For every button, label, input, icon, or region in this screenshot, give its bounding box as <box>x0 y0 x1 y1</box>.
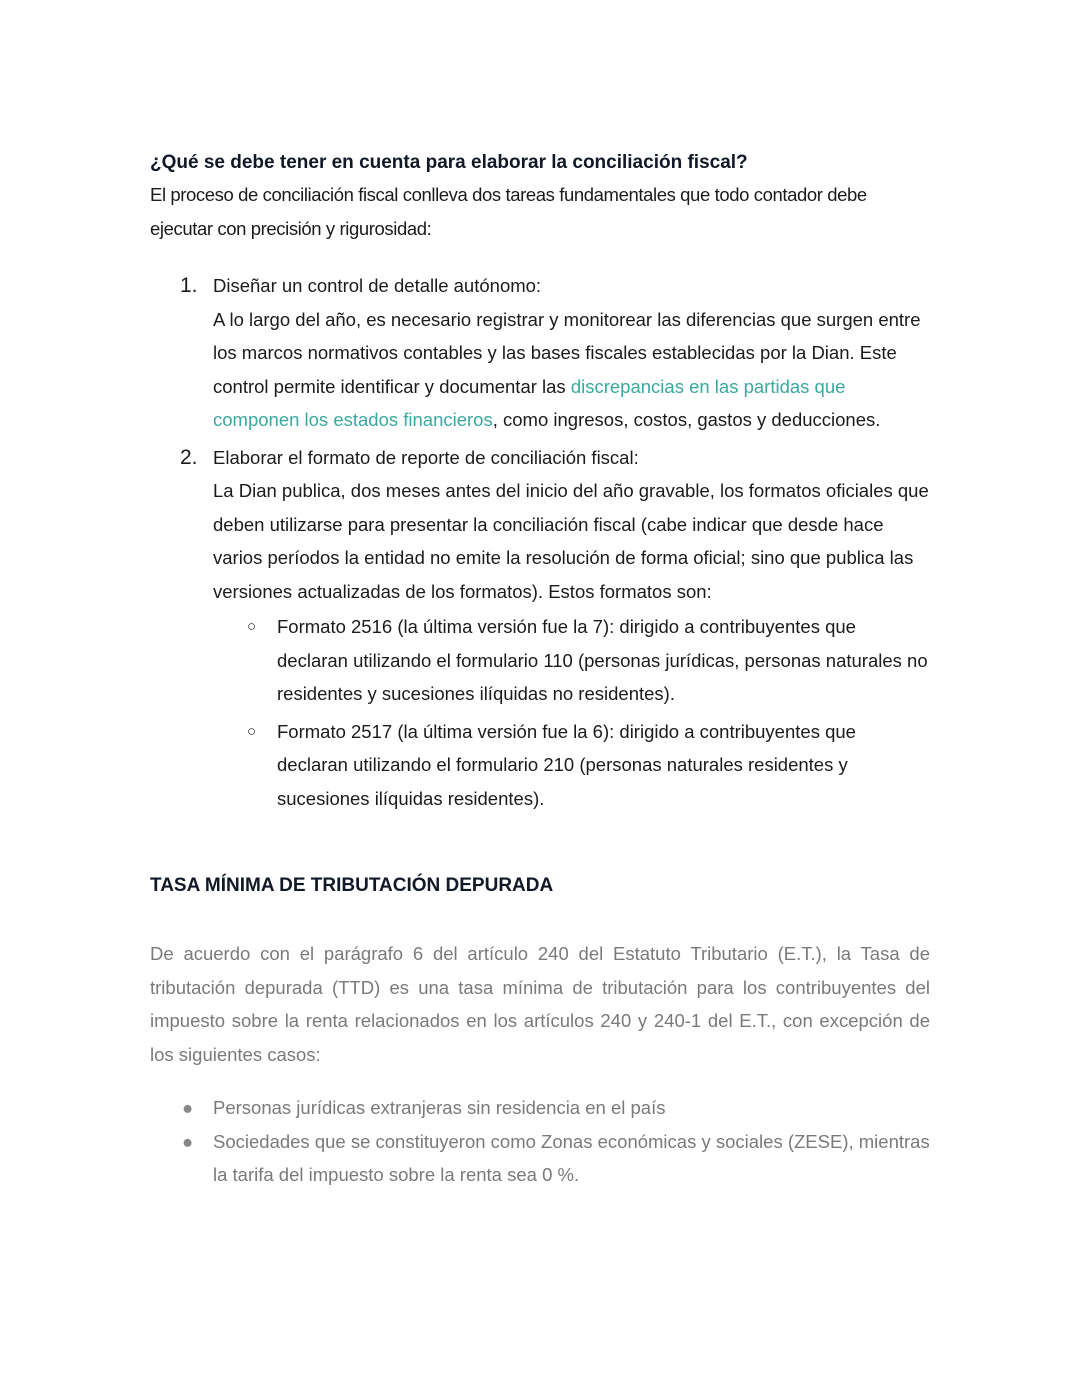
ttd-paragraph: De acuerdo con el parágrafo 6 del artículo 240 del Estatuto Tributario (E.T.), la Tasa de tributación depurada (TTD) es una tasa mínima de tributación para los contribuyentes del impuesto sobre la renta relacionados en los artículos 240 y 240-1 del E.T., con excepción de los siguientes casos: <box>150 943 930 1065</box>
list-item <box>213 715 930 816</box>
list-item <box>213 610 930 711</box>
step-title: Elaborar el formato de reporte de conciliación fiscal: <box>213 446 639 468</box>
dot-bullet-icon: ● <box>182 1097 194 1118</box>
bullet-text: Sociedades que se constituyeron como Zonas económicas y sociales (ZESE), mientras la tarifa del impuesto sobre la renta sea 0 %. <box>213 1130 930 1185</box>
list-item <box>150 1091 930 1125</box>
step-text <box>213 303 930 437</box>
list-number: 2. <box>180 445 198 469</box>
dot-bullet-icon: ● <box>182 1130 194 1152</box>
intro-paragraph: El proceso de conciliación fiscal conlleva dos tareas fundamentales que todo contador debe ejecutar con precisión y rigurosidad: <box>150 184 867 239</box>
section-heading: ¿Qué se debe tener en cuenta para elaborar la conciliación fiscal? <box>150 152 748 173</box>
step-text-end: , como ingresos, costos, gastos y deducciones. <box>492 409 881 430</box>
list-item <box>150 441 930 816</box>
step-text: La Dian publica, dos meses antes del inicio del año gravable, los formatos oficiales que deben utilizarse para presentar la conciliación fiscal (cabe indicar que desde hace varios períodos la entidad no emite la resolución de forma oficial; sino que publica las versiones actualizadas de los formatos). Estos formatos son: <box>213 480 929 602</box>
list-item <box>150 269 930 437</box>
document-page <box>150 148 930 1192</box>
section-heading: TASA MÍNIMA DE TRIBUTACIÓN DEPURADA <box>150 875 554 896</box>
exceptions-list <box>150 1091 930 1192</box>
bullet-text: Personas jurídicas extranjeras sin residencia en el país <box>213 1097 666 1118</box>
bullet-text: Formato 2517 (la última versión fue la 6): dirigido a contribuyentes que declaran utilizando el formulario 210 (personas naturales residentes y sucesiones ilíquidas residentes). <box>277 720 856 809</box>
formats-list <box>213 610 930 815</box>
steps-list <box>150 269 930 815</box>
list-number: 1. <box>180 274 198 297</box>
list-item <box>150 1125 930 1192</box>
bullet-text: Formato 2516 (la última versión fue la 7): dirigido a contribuyentes que declaran utilizando el formulario 110 (personas jurídicas, personas naturales no residentes y sucesiones ilíquidas no residentes). <box>277 616 928 704</box>
step-text-start: A lo largo del año, es necesario registrar y monitorear las diferencias que surgen entre los marcos normativos contables y las bases fiscales establecidas por la Dian. Este control permite identificar y documentar las <box>213 308 921 397</box>
step-title: Diseñar un control de detalle autónomo: <box>213 275 542 296</box>
circle-bullet-icon: ○ <box>247 618 257 635</box>
circle-bullet-icon: ○ <box>247 722 257 740</box>
discrepancies-link[interactable]: discrepancias en las partidas que componen los estados financieros <box>213 375 846 430</box>
